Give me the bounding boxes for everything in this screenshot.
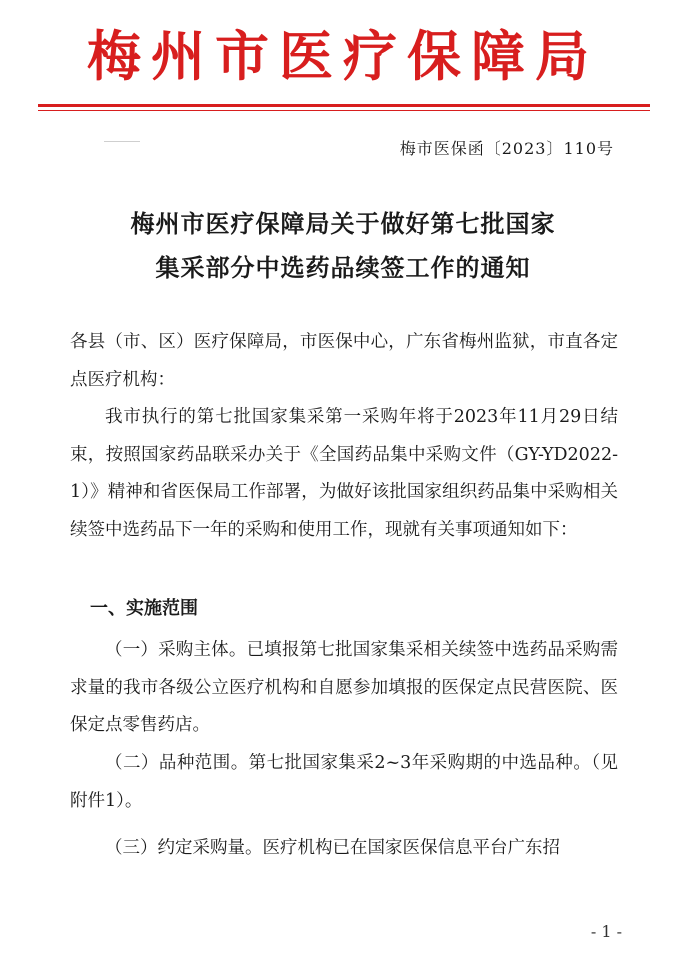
issuer-header: 梅州市医疗保障局 bbox=[87, 25, 599, 88]
addressee: 各县（市、区）医疗保障局，市医保中心，广东省梅州监狱，市直各定点医疗机构： bbox=[70, 332, 618, 390]
section-heading: 一、实施范围 bbox=[90, 598, 198, 619]
section-item-2: （二）品种范围。第七批国家集采2~3年采购期的中选品种。（见附件1）。 bbox=[70, 753, 618, 811]
document-title-line1: 梅州市医疗保障局关于做好第七批国家 bbox=[130, 210, 556, 238]
scan-mark bbox=[104, 141, 140, 142]
document-title-line2: 集采部分中选药品续签工作的通知 bbox=[155, 254, 531, 282]
section-item-3: （三）约定采购量。医疗机构已在国家医保信息平台广东招 bbox=[105, 838, 560, 858]
document-number: 梅市医保函〔2023〕110号 bbox=[399, 139, 614, 158]
section-item-1: （一）采购主体。已填报第七批国家集采相关续签中选药品采购需求量的我市各级公立医疗机构和自愿参加填报的医保定点民营医院、医保定点零售药店。 bbox=[70, 640, 618, 735]
red-header-rule-thin bbox=[38, 110, 650, 111]
red-header-rule-thick bbox=[38, 104, 650, 107]
intro-paragraph: 我市执行的第七批国家集采第一采购年将于2023年11月29日结束，按照国家药品联采办关于《全国药品集中采购文件（GY-YD2022-1）》精神和省医保局工作部署，为做好该批国家组织药品集中采购相关续签中选药品下一年的采购和使用工作，现就有关事项通知如下： bbox=[70, 407, 618, 540]
page-number: - 1 - bbox=[590, 922, 622, 941]
